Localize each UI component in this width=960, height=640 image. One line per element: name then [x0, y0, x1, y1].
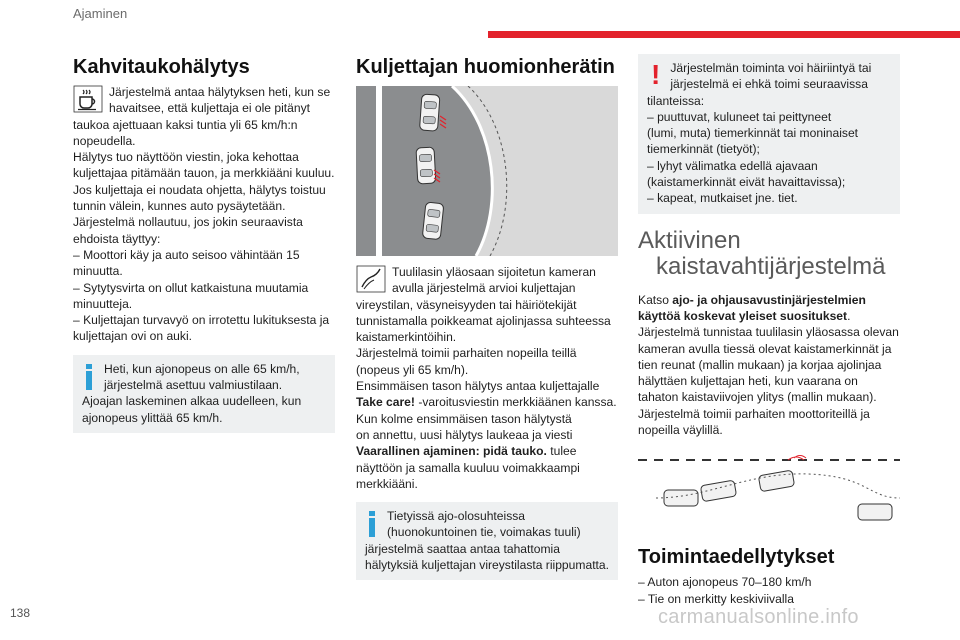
car-icon	[664, 490, 698, 506]
condition-item: – Auton ajonopeus 70–180 km/h	[638, 575, 812, 590]
note-line: ajonopeus ylittää 65 km/h.	[82, 410, 223, 425]
info-icon	[365, 511, 379, 537]
text-line: Tuulilasin yläosaan sijoitetun kameran	[392, 265, 596, 279]
note-line: (kaistamerkinnät eivät havaittavissa);	[647, 175, 846, 190]
note-line: – puuttuvat, kuluneet tai peittyneet	[647, 109, 832, 124]
condition-item: – Tie on merkitty keskiviivalla	[638, 591, 794, 606]
text-fragment: .	[847, 308, 851, 323]
car-icon	[422, 202, 444, 240]
text-line: kameran avulla tiessä olevat kaistamerkinnät ja	[638, 341, 892, 356]
note-line: Heti, kun ajonopeus on alle 65 km/h,	[104, 361, 300, 376]
note-line: – lyhyt välimatka edellä ajavaan	[647, 158, 818, 173]
note-line: Järjestelmän toiminta voi häiriintyä tai	[670, 61, 872, 75]
text-fragment: -varoitusviestin merkkiäänen kanssa.	[414, 395, 617, 410]
watermark: carmanualsonline.info	[658, 606, 859, 628]
text-fragment: tulee	[546, 444, 577, 459]
coffee-break-text	[73, 84, 335, 345]
warning-icon: !	[651, 59, 661, 90]
conditions-title: Toimintaedellytykset	[638, 546, 835, 569]
reference-link: käyttöä koskevat yleiset suositukset	[638, 308, 848, 323]
text-line: – Moottori käy ja auto seisoo vähintään 15	[73, 247, 300, 262]
text-line: tien reunat (mallin mukaan) ja korjaa ajolinjaa	[638, 357, 882, 372]
car-icon	[858, 504, 892, 520]
note-line: tiemerkinnät (tietyöt);	[647, 142, 760, 157]
info-note	[73, 355, 335, 433]
text-line: nopeilla väylillä.	[638, 423, 723, 438]
info-icon	[82, 364, 96, 390]
driver-attention-text	[356, 264, 618, 492]
section-header: Ajaminen	[73, 6, 128, 21]
text-line: Järjestelmä tunnistaa tuulilasin yläosassa olevan	[638, 325, 899, 340]
text-line: merkkiääni.	[356, 476, 418, 491]
text-line: Järjestelmä toimii parhaiten moottoriteillä ja	[638, 406, 870, 421]
text-line: Kun kolme ensimmäisen tason hälytystä	[356, 411, 572, 426]
text-line: minuutteja.	[73, 296, 133, 311]
take-care-message: Take care!	[356, 395, 415, 410]
note-line: hälytyksiä kuljettajan vireystilasta riippumatta.	[365, 558, 609, 573]
text-line: kuljettajaa pitämään tauon, ja merkkiääni kuuluu.	[73, 166, 335, 181]
driver-attention-icon	[356, 265, 386, 293]
danger-message: Vaarallinen ajaminen: pidä tauko.	[356, 444, 547, 459]
text-line: Järjestelmä nollautuu, jos jokin seuraavista	[73, 215, 303, 230]
text-line: hälyttäen kuljettajan heti, kun vaarana on	[638, 374, 858, 389]
reference-line	[638, 308, 900, 324]
text-line: – Kuljettajan turvavyö on irrotettu lukituksesta ja	[73, 313, 330, 328]
note-line: Tietyissä ajo-olosuhteissa	[387, 509, 526, 524]
text-line: tahaton kaistaviivojen ylitys (mallin mukaan).	[638, 390, 877, 405]
text-line: tunnin välein, kunnes auto pysäytetään.	[73, 199, 286, 214]
note-line: Ajoajan laskeminen alkaa uudelleen, kun	[82, 394, 302, 409]
text-line	[356, 443, 618, 459]
text-line: Ensimmäisen tason hälytys antaa kuljettajalle	[356, 379, 600, 394]
driver-attention-column	[356, 54, 618, 580]
text-line: on annettu, uusi hälytys laukeaa ja viesti	[356, 427, 573, 442]
title-line: Aktiivinen	[638, 226, 741, 254]
text-line: – Sytytysvirta on ollut katkaistuna muutamia	[73, 280, 309, 295]
note-line: (huonokuntoinen tie, voimakas tuuli)	[387, 525, 581, 540]
reference-line	[638, 292, 900, 308]
coffee-break-column	[73, 54, 335, 433]
road-drift-illustration	[356, 86, 618, 256]
text-line: Jos kuljettaja ei noudata ohjetta, hälytys toistuu	[73, 182, 326, 197]
text-line: nopeudella.	[73, 133, 136, 148]
text-line: taukoa ajettuaan kaksi tuntia yli 65 km/h:n	[73, 117, 298, 132]
text-line: näyttöön ja samalla kuuluu voimakkaampi	[356, 460, 580, 475]
text-fragment: Katso	[638, 292, 673, 307]
coffee-break-title: Kahvitaukohälytys	[73, 56, 250, 78]
coffee-cup-icon	[73, 85, 103, 113]
text-line: kuljettajan ovi on auki.	[73, 329, 192, 344]
car-icon	[758, 470, 794, 492]
lane-keeping-illustration	[638, 452, 900, 522]
text-line: kaistamerkintöihin.	[356, 330, 457, 345]
lane-assist-title	[638, 228, 900, 280]
note-line: järjestelmä ei ehkä toimi seuraavissa	[670, 77, 868, 92]
note-line: tilanteissa:	[647, 93, 705, 108]
text-line: minuutta.	[73, 264, 123, 279]
car-icon	[419, 94, 439, 131]
warning-note	[638, 54, 900, 214]
page-number: 138	[10, 606, 31, 620]
text-line: avulla järjestelmä arvioi kuljettajan	[392, 281, 576, 296]
car-icon	[416, 147, 436, 184]
text-line: havaitsee, että kuljettaja ei ole pitänyt	[109, 101, 311, 116]
text-line: tunnistamalla poikkeamat ajolinjassa suhteessa	[356, 313, 611, 328]
text-line: Järjestelmä toimii parhaiten nopeilla teillä	[356, 346, 577, 361]
reference-link: ajo- ja ohjausavustinjärjestelmien	[672, 292, 866, 307]
accent-bar	[488, 31, 960, 38]
text-line: ehdoista täyttyy:	[73, 231, 161, 246]
note-line: – kapeat, mutkaiset jne. tiet.	[647, 191, 798, 206]
info-note	[356, 502, 618, 580]
text-line: Järjestelmä antaa hälytyksen heti, kun se	[109, 85, 331, 99]
note-line: (lumi, muta) tiemerkinnät tai moninaiset	[647, 126, 859, 141]
text-line: (nopeus yli 65 km/h).	[356, 362, 469, 377]
text-line: vireystilan, väsyneisyyden tai häiriötekijät	[356, 297, 577, 312]
note-line: järjestelmä saattaa antaa tahattomia	[365, 541, 560, 556]
text-line	[356, 394, 618, 410]
lane-assist-column	[638, 54, 900, 607]
note-line: järjestelmä asettuu valmiustilaan.	[104, 378, 283, 393]
title-line: kaistavahtijärjestelmä	[656, 252, 886, 280]
driver-attention-title: Kuljettajan huomionherätin	[356, 56, 615, 78]
text-line: Hälytys tuo näyttöön viestin, joka kehottaa	[73, 150, 299, 165]
